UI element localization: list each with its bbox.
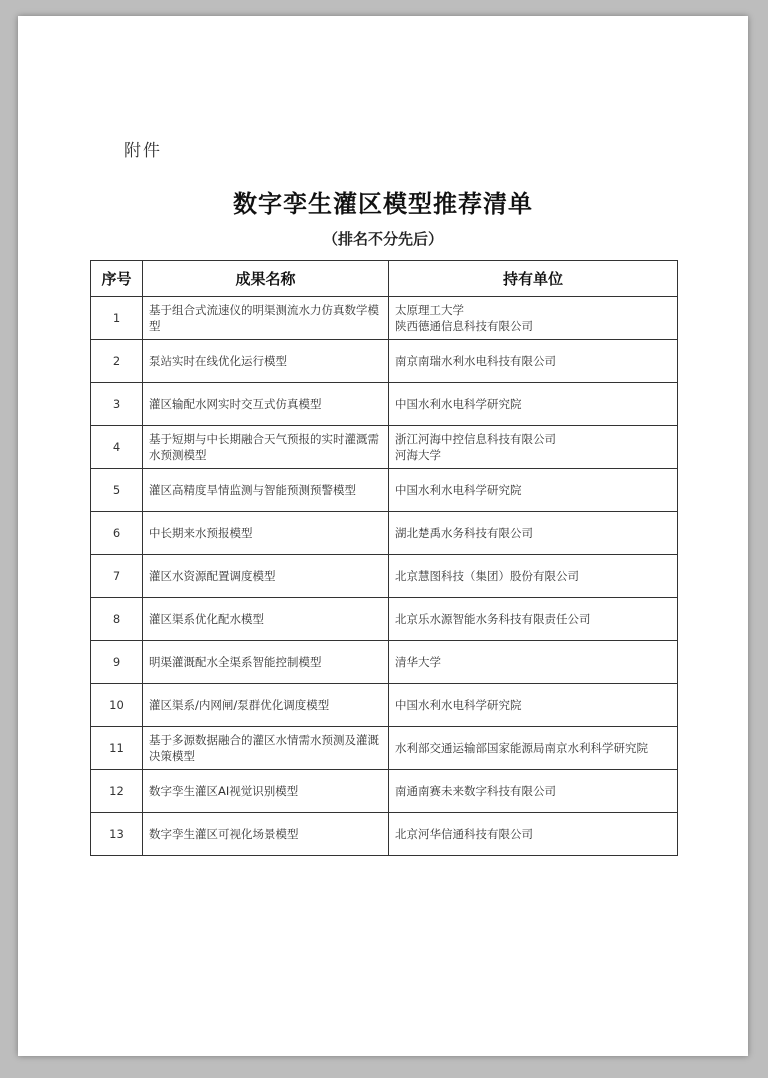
table-row <box>91 426 678 469</box>
holder-unit-line: 北京乐水源智能水务科技有限责任公司 <box>395 612 591 626</box>
holder-unit-line: 南京南瑞水利水电科技有限公司 <box>395 354 556 368</box>
table-row <box>91 340 678 383</box>
result-name: 数字孪生灌区可视化场景模型 <box>143 813 389 856</box>
row-number: 6 <box>91 512 143 555</box>
holder-unit-line: 北京慧图科技（集团）股份有限公司 <box>395 569 579 583</box>
table-row <box>91 297 678 340</box>
table-row <box>91 684 678 727</box>
page-subtitle: （排名不分先后） <box>322 230 443 248</box>
result-name: 泵站实时在线优化运行模型 <box>143 340 389 383</box>
result-name: 数字孪生灌区AI视觉识别模型 <box>143 770 389 813</box>
result-name: 基于多源数据融合的灌区水情需水预测及灌溉决策模型 <box>143 727 389 770</box>
holder-unit <box>389 340 678 383</box>
holder-unit <box>389 426 678 469</box>
holder-unit <box>389 641 678 684</box>
result-name: 基于短期与中长期融合天气预报的实时灌溉需水预测模型 <box>143 426 389 469</box>
holder-unit <box>389 813 678 856</box>
table-header-row <box>91 261 678 297</box>
table-row <box>91 813 678 856</box>
row-number: 2 <box>91 340 143 383</box>
holder-unit-line: 中国水利水电科学研究院 <box>395 698 522 712</box>
row-number: 10 <box>91 684 143 727</box>
row-number: 13 <box>91 813 143 856</box>
result-name: 明渠灌溉配水全渠系智能控制模型 <box>143 641 389 684</box>
row-number: 9 <box>91 641 143 684</box>
result-name: 灌区高精度旱情监测与智能预测预警模型 <box>143 469 389 512</box>
table-row <box>91 598 678 641</box>
result-name: 灌区渠系优化配水模型 <box>143 598 389 641</box>
holder-unit <box>389 383 678 426</box>
holder-unit-line: 南通南赛未来数字科技有限公司 <box>395 784 556 798</box>
result-name: 中长期来水预报模型 <box>143 512 389 555</box>
row-number: 7 <box>91 555 143 598</box>
table-row <box>91 512 678 555</box>
page-title: 数字孪生灌区模型推荐清单 <box>233 189 533 218</box>
holder-unit-line: 陕西德通信息科技有限公司 <box>395 319 533 333</box>
recommendation-table <box>90 260 678 856</box>
header-number: 序号 <box>91 261 143 297</box>
holder-unit <box>389 469 678 512</box>
row-number: 11 <box>91 727 143 770</box>
result-name: 灌区输配水网实时交互式仿真模型 <box>143 383 389 426</box>
holder-unit-line: 水利部交通运输部国家能源局南京水利科学研究院 <box>395 741 648 755</box>
attachment-label: 附件 <box>124 141 162 161</box>
row-number: 5 <box>91 469 143 512</box>
holder-unit-line: 太原理工大学 <box>395 303 464 317</box>
holder-unit <box>389 555 678 598</box>
table-row <box>91 383 678 426</box>
holder-unit-line: 中国水利水电科学研究院 <box>395 483 522 497</box>
table-row <box>91 641 678 684</box>
table-body <box>91 297 678 856</box>
table-row <box>91 770 678 813</box>
holder-unit-line: 北京河华信通科技有限公司 <box>395 827 533 841</box>
document-page <box>18 16 748 1056</box>
holder-unit-line: 湖北楚禹水务科技有限公司 <box>395 526 533 540</box>
row-number: 3 <box>91 383 143 426</box>
holder-unit <box>389 598 678 641</box>
row-number: 12 <box>91 770 143 813</box>
holder-unit <box>389 770 678 813</box>
holder-unit <box>389 727 678 770</box>
result-name: 灌区水资源配置调度模型 <box>143 555 389 598</box>
holder-unit-line: 清华大学 <box>395 655 441 669</box>
holder-unit <box>389 512 678 555</box>
holder-unit <box>389 684 678 727</box>
holder-unit-line: 中国水利水电科学研究院 <box>395 397 522 411</box>
row-number: 1 <box>91 297 143 340</box>
result-name: 基于组合式流速仪的明渠测流水力仿真数学模型 <box>143 297 389 340</box>
row-number: 8 <box>91 598 143 641</box>
header-result-name: 成果名称 <box>143 261 389 297</box>
holder-unit <box>389 297 678 340</box>
table-row <box>91 555 678 598</box>
row-number: 4 <box>91 426 143 469</box>
holder-unit-line: 浙江河海中控信息科技有限公司 <box>395 432 556 446</box>
header-holder-unit: 持有单位 <box>389 261 678 297</box>
holder-unit-line: 河海大学 <box>395 448 441 462</box>
table-row <box>91 469 678 512</box>
result-name: 灌区渠系/内网闸/泵群优化调度模型 <box>143 684 389 727</box>
table-row <box>91 727 678 770</box>
